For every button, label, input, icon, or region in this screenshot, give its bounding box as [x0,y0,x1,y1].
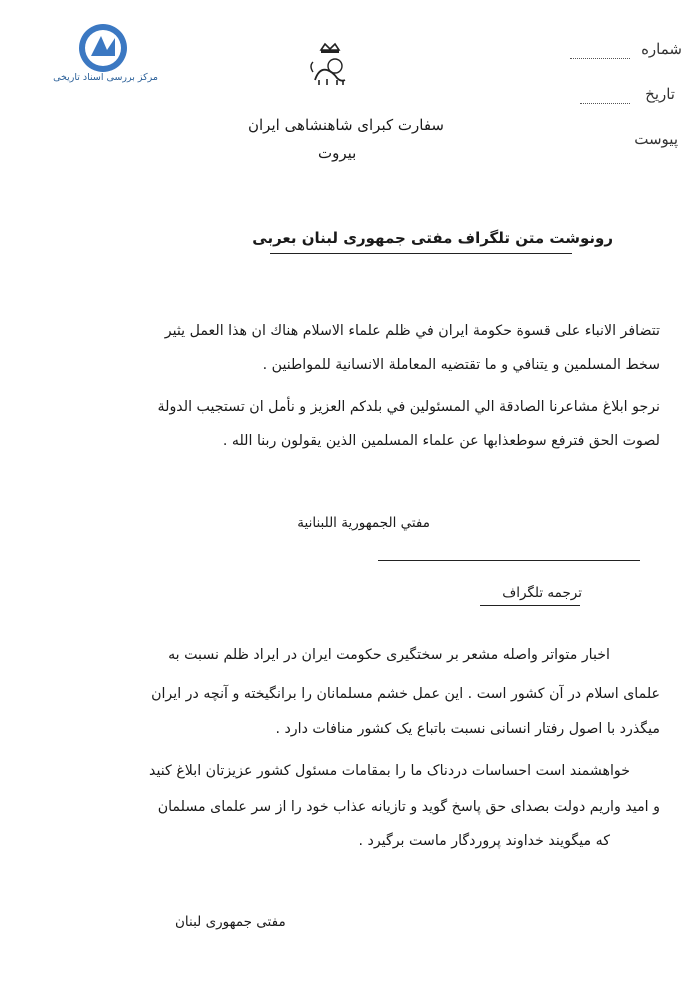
persian-line-2: علمای اسلام در آن کشور است . این عمل خشم مسلمانان را برانگیخته و آنچه در ایران [151,686,660,702]
archive-watermark [50,22,160,90]
embassy-name: سفارت کبرای شاهنشاهی ایران [248,116,444,134]
arabic-line-2: سخط المسلمين و يتنافي و ما تقتضيه المعاملة الانسانية للمواطنين . [262,357,660,373]
translation-heading: ترجمه تلگراف [502,585,582,601]
section-separator [378,560,640,561]
watermark-caption: مرکز بررسی اسناد تاریخی [53,72,158,83]
persian-line-5: و امید واریم دولت بصدای حق پاسخ گوید و تازیانه عذاب خود را از سر علمای مسلمان [157,799,660,815]
persian-line-4: خواهشمند است احساسات دردناک ما را بمقامات مسئول کشور عزیزتان ابلاغ کنید [149,763,630,779]
persian-line-3: میگذرد با اصول رفتار انسانی نسبت باتباع یک کشور منافات دارد . [275,721,660,737]
arabic-signature: مفتي الجمهورية اللبنانية [297,515,430,531]
date-field-line [580,103,630,104]
arabic-line-1: تتضافر الانباء على قسوة حكومة ايران في ظلم علماء الاسلام هناك ان هذا العمل يثير [164,323,660,339]
lion-and-sun-crown-emblem-icon [307,42,353,88]
arabic-line-3: نرجو ابلاغ مشاعرنا الصادقة الي المسئولين في بلدكم العزيز و نأمل ان تستجيب الدولة [157,399,660,415]
title-underline [270,253,572,254]
document-title: رونوشت متن تلگراف مفتی جمهوری لبنان بعربی [252,229,613,247]
number-label: شماره [641,40,682,58]
persian-signature: مفتی جمهوری لبنان [175,914,286,930]
date-label: تاریخ [645,85,675,103]
number-field-line [570,58,630,59]
archive-logo-icon [77,22,129,74]
arabic-line-4: لصوت الحق فترفع سوطعذابها عن علماء المسلمين الذين يقولون ربنا الله . [222,433,660,449]
attachment-label: پیوست [634,130,678,148]
embassy-city: بیروت [318,144,357,162]
persian-line-1: اخبار متواتر واصله مشعر بر سختگیری حکومت ایران در ایراد ظلم نسبت به [168,647,610,663]
heading-underline [480,605,580,606]
persian-line-6: که میگویند خداوند پروردگار ماست برگیرد . [358,833,610,849]
